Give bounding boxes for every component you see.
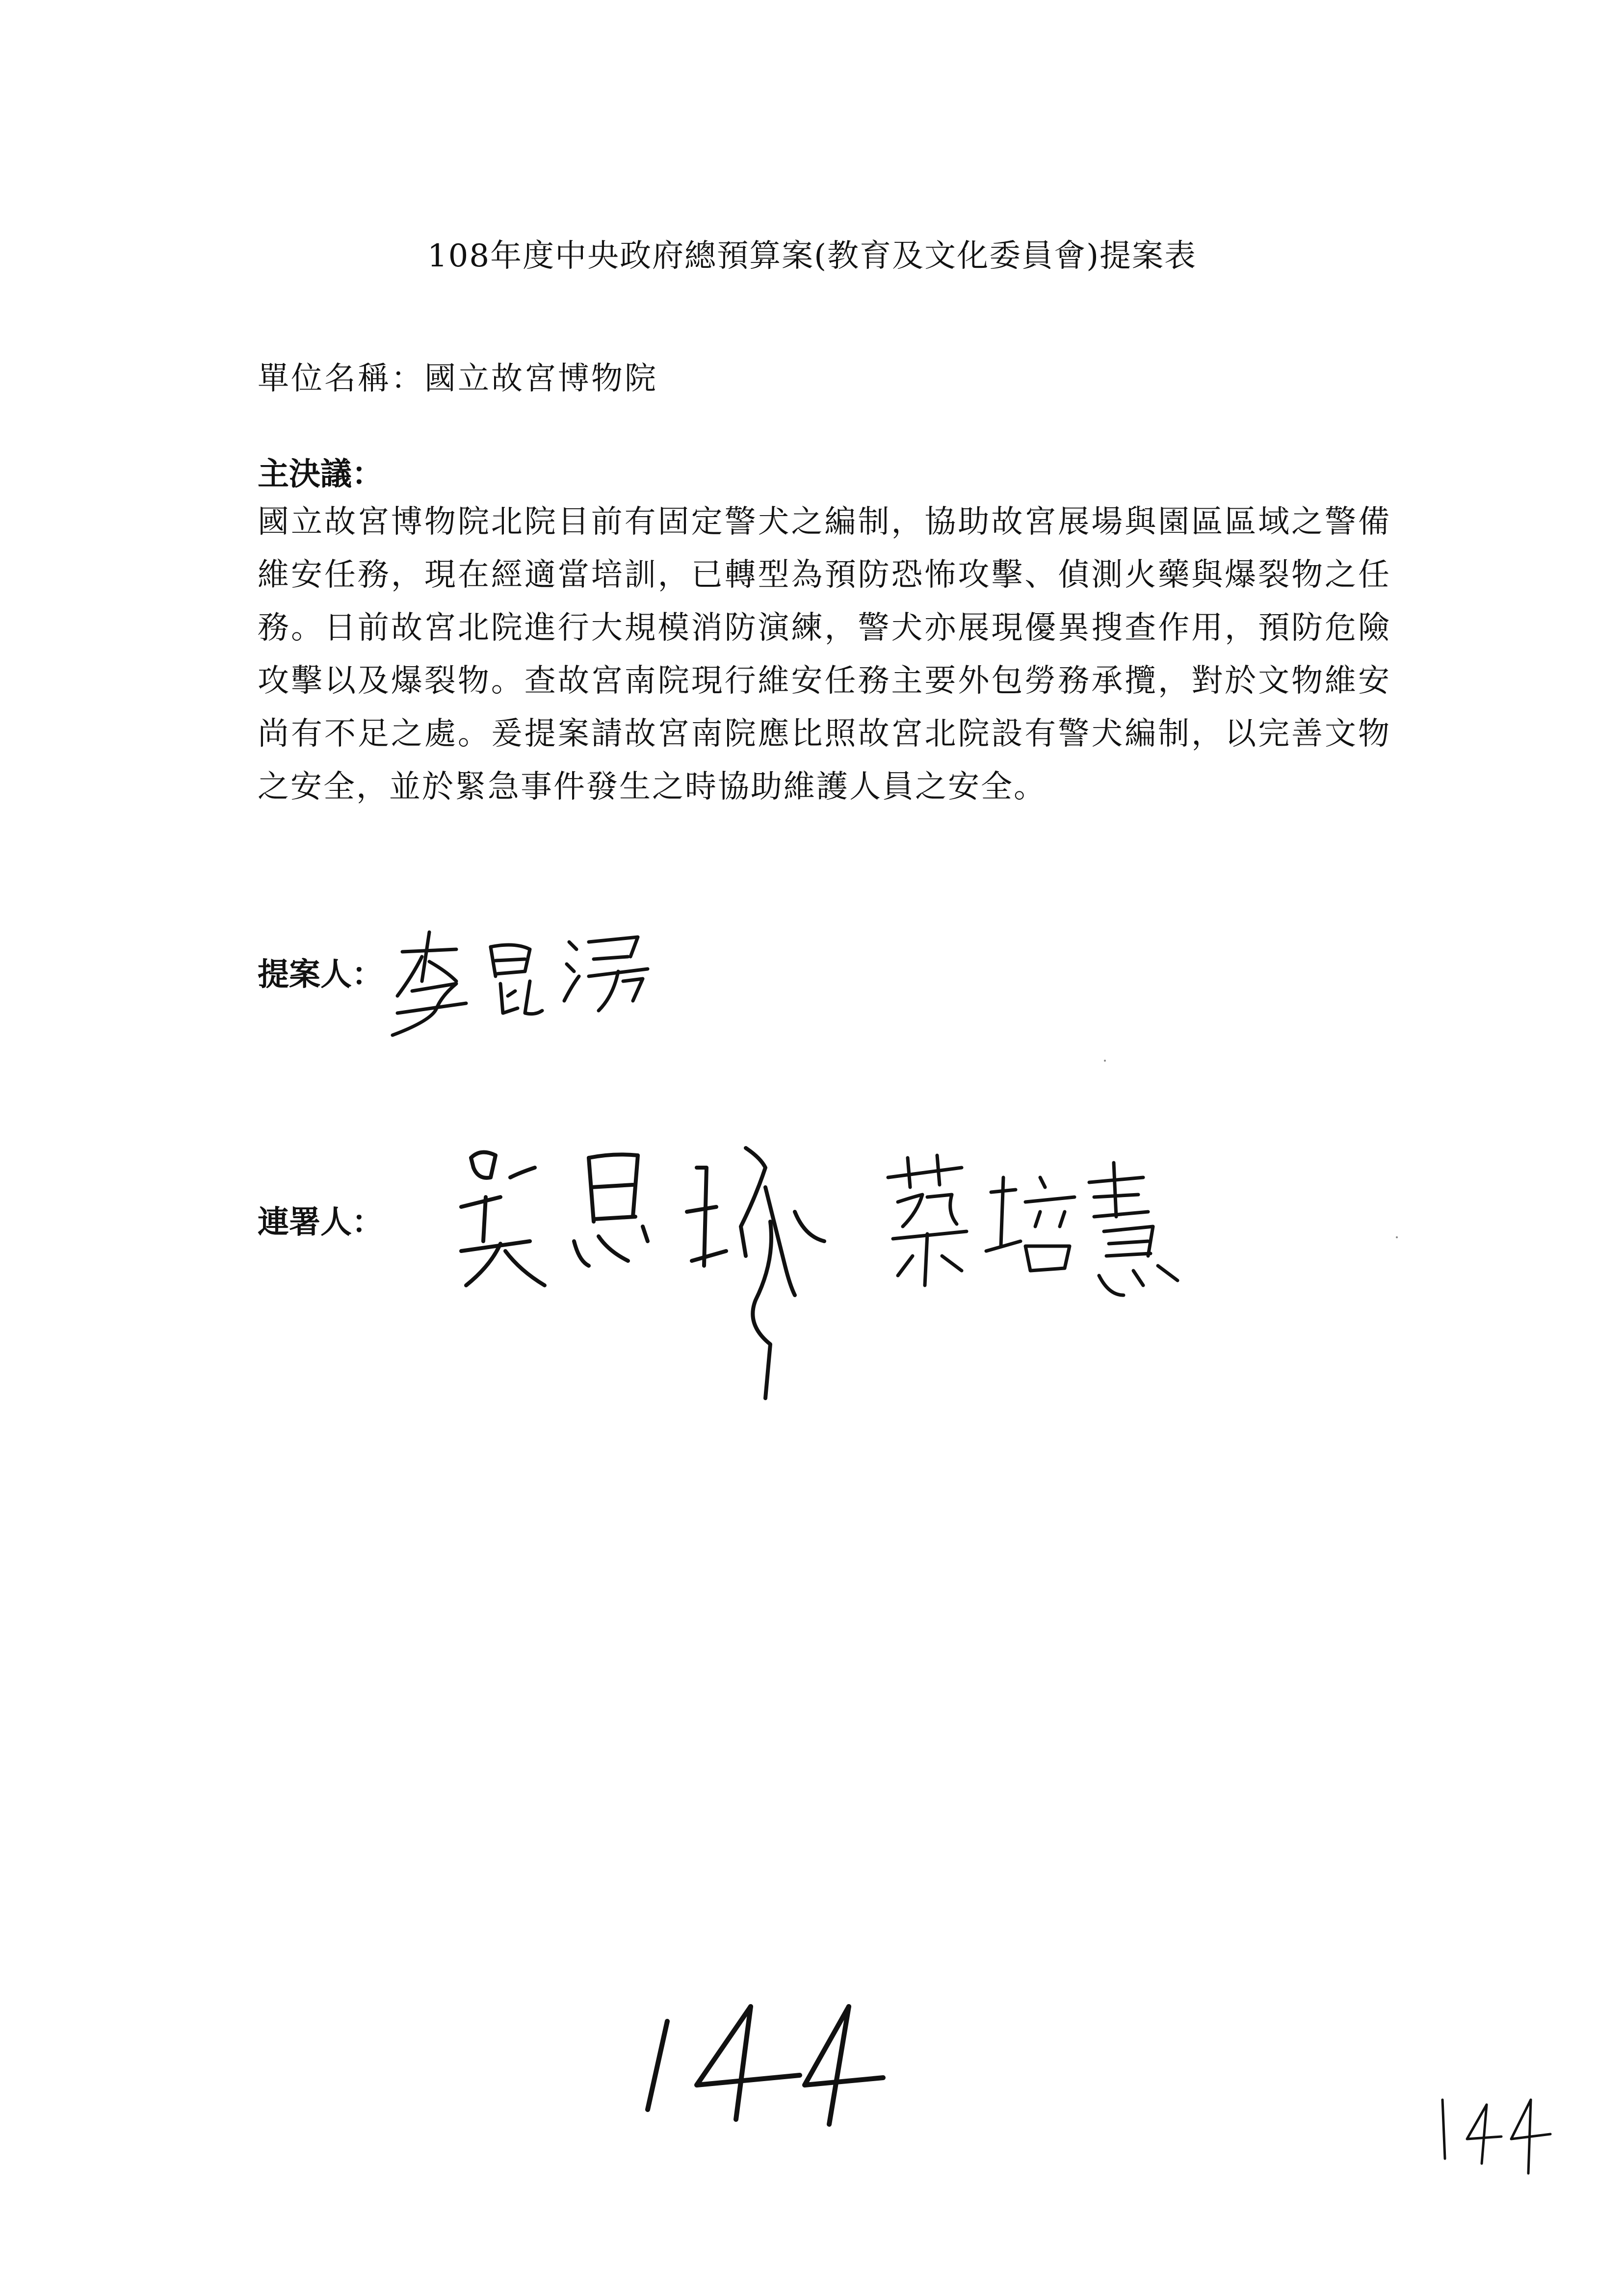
proposer-signature <box>383 922 677 1040</box>
cosigner-signature-2 <box>878 1148 1192 1310</box>
proposer-label: 提案人： <box>258 957 383 993</box>
scan-speck <box>1396 1236 1398 1238</box>
resolution-label: 主決議： <box>258 456 383 493</box>
handwritten-page-number <box>638 1992 893 2139</box>
cosigner-signature-1 <box>451 1138 864 1452</box>
resolution-text: 國立故宮博物院北院目前有固定警犬之編制，協助故宮展場與園區區域之警備維安任務，現在經適當培訓，已轉型為預防恐怖攻擊、偵測火藥與爆裂物之任務。日前故宮北院進行大規模消防演練，警犬亦展現優異搜查作用，預防危險攻擊以及爆裂物。查故宮南院現行維安任務主要外包勞務承攬，對於文物維安尚有不足之處。爰提案請故宮南院應比照故宮北院設有警犬編制，以完善文物之安全，並於緊急事件發生之時協助維護人員之安全。 <box>258 504 1391 805</box>
document-title: 108年度中央政府總預算案(教育及文化委員會)提案表 <box>427 238 1197 274</box>
corner-page-number <box>1433 2085 1560 2183</box>
unit-name-line: 單位名稱：國立故宮博物院 <box>258 361 658 397</box>
scan-speck <box>1104 1060 1106 1062</box>
cosigner-label: 連署人： <box>258 1204 383 1241</box>
